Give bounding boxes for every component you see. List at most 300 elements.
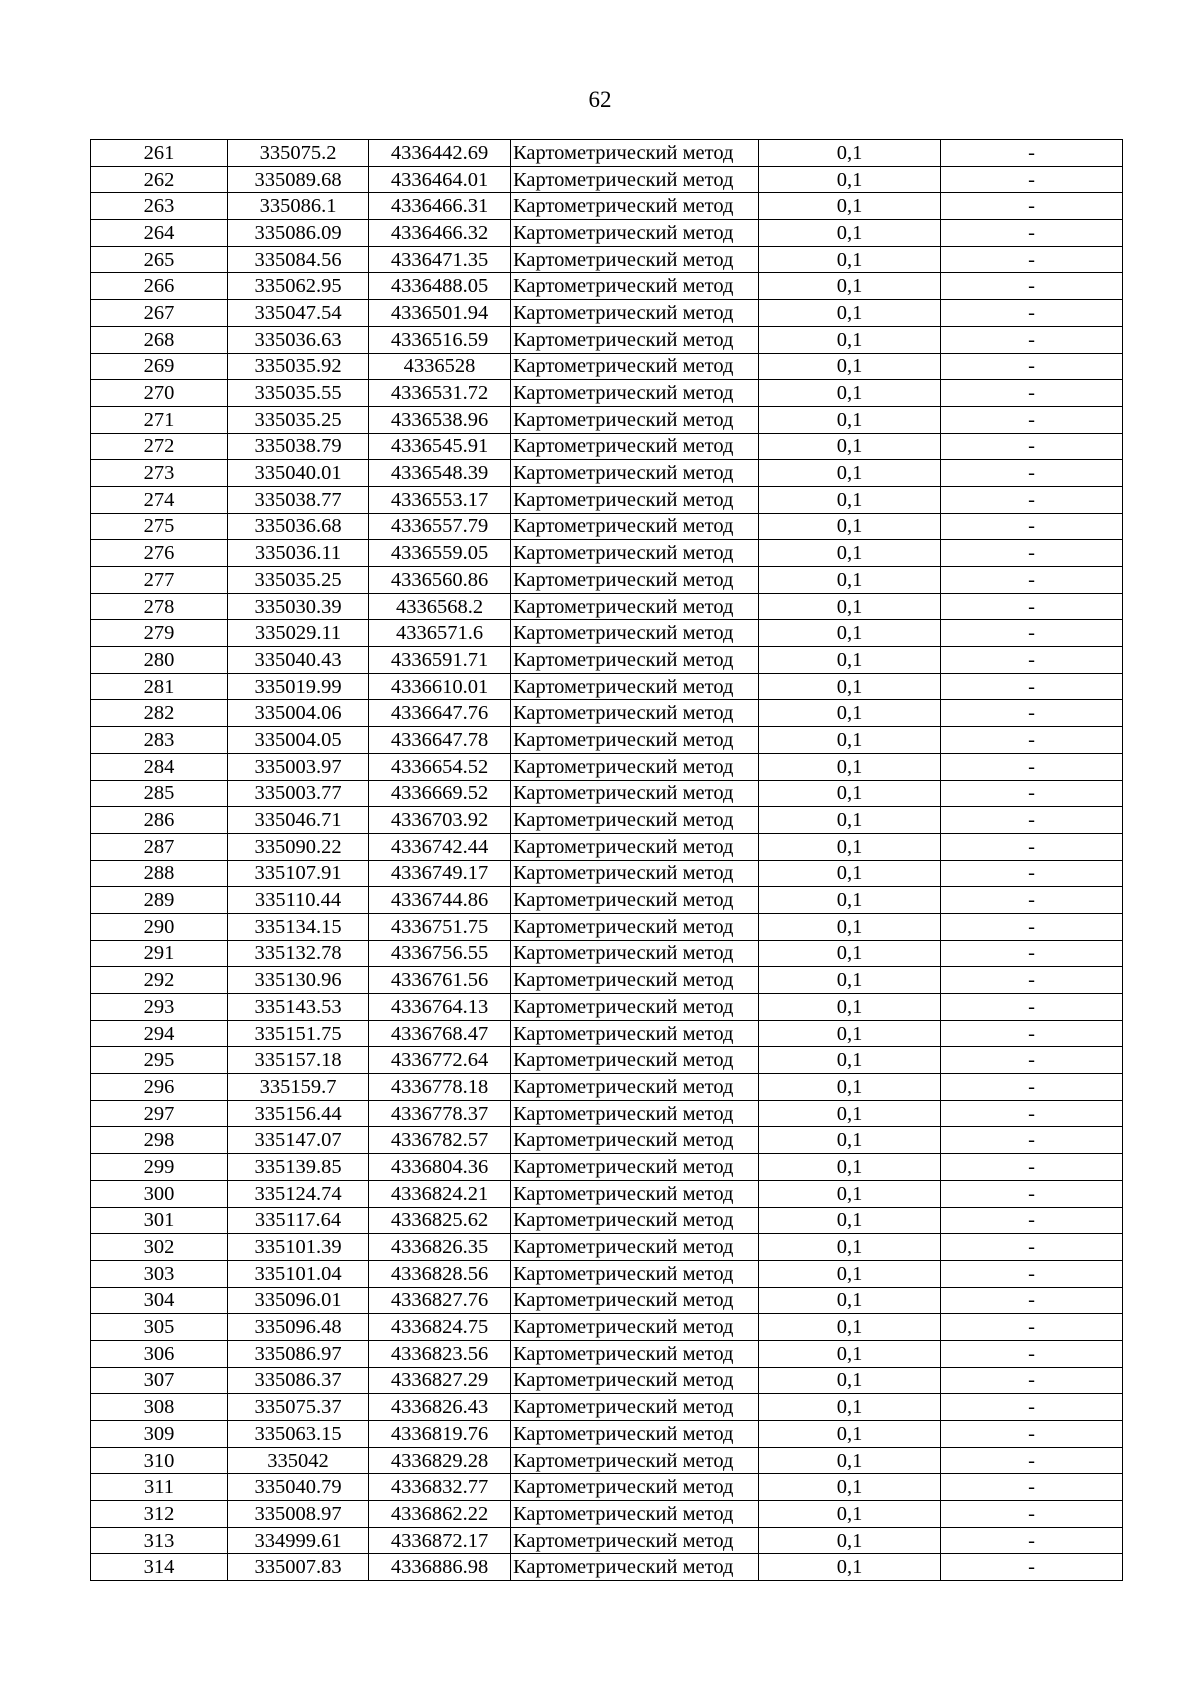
table-row (91, 326, 1123, 353)
method-cell: Картометрический метод (511, 300, 759, 327)
table-row (91, 1340, 1123, 1367)
method-cell: Картометрический метод (511, 727, 759, 754)
table-row (91, 567, 1123, 594)
point-number-cell: 310 (91, 1447, 228, 1474)
x-coordinate-cell: 335086.09 (228, 220, 369, 247)
note-cell: - (941, 486, 1123, 513)
point-number-cell: 313 (91, 1527, 228, 1554)
method-cell: Картометрический метод (511, 140, 759, 167)
accuracy-cell: 0,1 (759, 994, 941, 1021)
point-number-cell: 294 (91, 1020, 228, 1047)
y-coordinate-cell: 4336531.72 (369, 380, 511, 407)
table-row (91, 1474, 1123, 1501)
table-row (91, 540, 1123, 567)
point-number-cell: 270 (91, 380, 228, 407)
note-cell: - (941, 1234, 1123, 1261)
point-number-cell: 276 (91, 540, 228, 567)
y-coordinate-cell: 4336557.79 (369, 513, 511, 540)
note-cell: - (941, 807, 1123, 834)
accuracy-cell: 0,1 (759, 140, 941, 167)
y-coordinate-cell: 4336764.13 (369, 994, 511, 1021)
point-number-cell: 292 (91, 967, 228, 994)
y-coordinate-cell: 4336442.69 (369, 140, 511, 167)
coordinates-table-body (91, 140, 1123, 1581)
table-row (91, 166, 1123, 193)
note-cell: - (941, 887, 1123, 914)
y-coordinate-cell: 4336829.28 (369, 1447, 511, 1474)
method-cell: Картометрический метод (511, 166, 759, 193)
table-row (91, 1100, 1123, 1127)
point-number-cell: 307 (91, 1367, 228, 1394)
note-cell: - (941, 220, 1123, 247)
point-number-cell: 284 (91, 753, 228, 780)
point-number-cell: 293 (91, 994, 228, 1021)
note-cell: - (941, 1447, 1123, 1474)
y-coordinate-cell: 4336778.18 (369, 1074, 511, 1101)
method-cell: Картометрический метод (511, 913, 759, 940)
x-coordinate-cell: 335075.37 (228, 1394, 369, 1421)
method-cell: Картометрический метод (511, 1287, 759, 1314)
accuracy-cell: 0,1 (759, 833, 941, 860)
point-number-cell: 262 (91, 166, 228, 193)
table-row (91, 753, 1123, 780)
note-cell: - (941, 593, 1123, 620)
table-row (91, 460, 1123, 487)
point-number-cell: 296 (91, 1074, 228, 1101)
accuracy-cell: 0,1 (759, 220, 941, 247)
accuracy-cell: 0,1 (759, 700, 941, 727)
y-coordinate-cell: 4336768.47 (369, 1020, 511, 1047)
x-coordinate-cell: 335035.55 (228, 380, 369, 407)
table-row (91, 807, 1123, 834)
point-number-cell: 311 (91, 1474, 228, 1501)
x-coordinate-cell: 335040.79 (228, 1474, 369, 1501)
method-cell: Картометрический метод (511, 807, 759, 834)
point-number-cell: 275 (91, 513, 228, 540)
point-number-cell: 289 (91, 887, 228, 914)
x-coordinate-cell: 335007.83 (228, 1554, 369, 1581)
method-cell: Картометрический метод (511, 540, 759, 567)
table-row (91, 1234, 1123, 1261)
table-row (91, 353, 1123, 380)
x-coordinate-cell: 335090.22 (228, 833, 369, 860)
y-coordinate-cell: 4336610.01 (369, 673, 511, 700)
note-cell: - (941, 1367, 1123, 1394)
y-coordinate-cell: 4336744.86 (369, 887, 511, 914)
y-coordinate-cell: 4336823.56 (369, 1340, 511, 1367)
method-cell: Картометрический метод (511, 246, 759, 273)
note-cell: - (941, 940, 1123, 967)
note-cell: - (941, 1260, 1123, 1287)
note-cell: - (941, 780, 1123, 807)
y-coordinate-cell: 4336872.17 (369, 1527, 511, 1554)
table-row (91, 994, 1123, 1021)
point-number-cell: 304 (91, 1287, 228, 1314)
note-cell: - (941, 1474, 1123, 1501)
method-cell: Картометрический метод (511, 940, 759, 967)
x-coordinate-cell: 335086.37 (228, 1367, 369, 1394)
accuracy-cell: 0,1 (759, 406, 941, 433)
table-row (91, 593, 1123, 620)
table-row (91, 1047, 1123, 1074)
note-cell: - (941, 1554, 1123, 1581)
note-cell: - (941, 1394, 1123, 1421)
x-coordinate-cell: 335040.43 (228, 647, 369, 674)
accuracy-cell: 0,1 (759, 1234, 941, 1261)
page-number: 62 (588, 87, 612, 112)
method-cell: Картометрический метод (511, 1100, 759, 1127)
note-cell: - (941, 1074, 1123, 1101)
table-row (91, 833, 1123, 860)
note-cell: - (941, 1180, 1123, 1207)
table-row (91, 1554, 1123, 1581)
y-coordinate-cell: 4336591.71 (369, 647, 511, 674)
y-coordinate-cell: 4336827.29 (369, 1367, 511, 1394)
y-coordinate-cell: 4336571.6 (369, 620, 511, 647)
x-coordinate-cell: 335086.97 (228, 1340, 369, 1367)
x-coordinate-cell: 335038.79 (228, 433, 369, 460)
accuracy-cell: 0,1 (759, 273, 941, 300)
table-row (91, 246, 1123, 273)
method-cell: Картометрический метод (511, 967, 759, 994)
accuracy-cell: 0,1 (759, 913, 941, 940)
x-coordinate-cell: 335042 (228, 1447, 369, 1474)
point-number-cell: 302 (91, 1234, 228, 1261)
y-coordinate-cell: 4336772.64 (369, 1047, 511, 1074)
point-number-cell: 299 (91, 1154, 228, 1181)
x-coordinate-cell: 334999.61 (228, 1527, 369, 1554)
table-row (91, 780, 1123, 807)
note-cell: - (941, 380, 1123, 407)
method-cell: Картометрический метод (511, 620, 759, 647)
y-coordinate-cell: 4336545.91 (369, 433, 511, 460)
x-coordinate-cell: 335035.25 (228, 567, 369, 594)
x-coordinate-cell: 335143.53 (228, 994, 369, 1021)
method-cell: Картометрический метод (511, 994, 759, 1021)
note-cell: - (941, 1047, 1123, 1074)
note-cell: - (941, 246, 1123, 273)
point-number-cell: 303 (91, 1260, 228, 1287)
table-row (91, 1154, 1123, 1181)
table-row (91, 300, 1123, 327)
accuracy-cell: 0,1 (759, 1367, 941, 1394)
note-cell: - (941, 1421, 1123, 1448)
point-number-cell: 290 (91, 913, 228, 940)
method-cell: Картометрический метод (511, 567, 759, 594)
point-number-cell: 281 (91, 673, 228, 700)
table-row (91, 940, 1123, 967)
method-cell: Картометрический метод (511, 887, 759, 914)
x-coordinate-cell: 335110.44 (228, 887, 369, 914)
accuracy-cell: 0,1 (759, 1394, 941, 1421)
x-coordinate-cell: 335156.44 (228, 1100, 369, 1127)
note-cell: - (941, 727, 1123, 754)
method-cell: Картометрический метод (511, 1447, 759, 1474)
method-cell: Картометрический метод (511, 1020, 759, 1047)
table-row (91, 1074, 1123, 1101)
y-coordinate-cell: 4336647.76 (369, 700, 511, 727)
x-coordinate-cell: 335062.95 (228, 273, 369, 300)
method-cell: Картометрический метод (511, 647, 759, 674)
note-cell: - (941, 140, 1123, 167)
accuracy-cell: 0,1 (759, 887, 941, 914)
method-cell: Картометрический метод (511, 406, 759, 433)
point-number-cell: 295 (91, 1047, 228, 1074)
point-number-cell: 278 (91, 593, 228, 620)
table-row (91, 140, 1123, 167)
point-number-cell: 279 (91, 620, 228, 647)
accuracy-cell: 0,1 (759, 967, 941, 994)
note-cell: - (941, 1207, 1123, 1234)
accuracy-cell: 0,1 (759, 1207, 941, 1234)
table-row (91, 1447, 1123, 1474)
method-cell: Картометрический метод (511, 1474, 759, 1501)
accuracy-cell: 0,1 (759, 593, 941, 620)
method-cell: Картометрический метод (511, 673, 759, 700)
table-row (91, 220, 1123, 247)
accuracy-cell: 0,1 (759, 1180, 941, 1207)
accuracy-cell: 0,1 (759, 353, 941, 380)
y-coordinate-cell: 4336703.92 (369, 807, 511, 834)
y-coordinate-cell: 4336824.75 (369, 1314, 511, 1341)
note-cell: - (941, 620, 1123, 647)
x-coordinate-cell: 335101.04 (228, 1260, 369, 1287)
y-coordinate-cell: 4336548.39 (369, 460, 511, 487)
table-row (91, 1287, 1123, 1314)
x-coordinate-cell: 335036.68 (228, 513, 369, 540)
note-cell: - (941, 833, 1123, 860)
accuracy-cell: 0,1 (759, 1474, 941, 1501)
accuracy-cell: 0,1 (759, 326, 941, 353)
x-coordinate-cell: 335003.77 (228, 780, 369, 807)
y-coordinate-cell: 4336528 (369, 353, 511, 380)
accuracy-cell: 0,1 (759, 433, 941, 460)
y-coordinate-cell: 4336804.36 (369, 1154, 511, 1181)
accuracy-cell: 0,1 (759, 380, 941, 407)
accuracy-cell: 0,1 (759, 567, 941, 594)
method-cell: Картометрический метод (511, 433, 759, 460)
y-coordinate-cell: 4336488.05 (369, 273, 511, 300)
note-cell: - (941, 273, 1123, 300)
accuracy-cell: 0,1 (759, 1287, 941, 1314)
x-coordinate-cell: 335151.75 (228, 1020, 369, 1047)
method-cell: Картометрический метод (511, 1234, 759, 1261)
accuracy-cell: 0,1 (759, 940, 941, 967)
point-number-cell: 265 (91, 246, 228, 273)
table-row (91, 700, 1123, 727)
method-cell: Картометрический метод (511, 353, 759, 380)
point-number-cell: 269 (91, 353, 228, 380)
point-number-cell: 287 (91, 833, 228, 860)
note-cell: - (941, 967, 1123, 994)
method-cell: Картометрический метод (511, 1554, 759, 1581)
y-coordinate-cell: 4336654.52 (369, 753, 511, 780)
y-coordinate-cell: 4336501.94 (369, 300, 511, 327)
accuracy-cell: 0,1 (759, 1527, 941, 1554)
x-coordinate-cell: 335089.68 (228, 166, 369, 193)
method-cell: Картометрический метод (511, 700, 759, 727)
accuracy-cell: 0,1 (759, 1047, 941, 1074)
method-cell: Картометрический метод (511, 326, 759, 353)
table-row (91, 513, 1123, 540)
method-cell: Картометрический метод (511, 193, 759, 220)
accuracy-cell: 0,1 (759, 1260, 941, 1287)
point-number-cell: 268 (91, 326, 228, 353)
y-coordinate-cell: 4336742.44 (369, 833, 511, 860)
y-coordinate-cell: 4336782.57 (369, 1127, 511, 1154)
method-cell: Картометрический метод (511, 1154, 759, 1181)
note-cell: - (941, 1527, 1123, 1554)
table-row (91, 1180, 1123, 1207)
table-row (91, 1367, 1123, 1394)
accuracy-cell: 0,1 (759, 513, 941, 540)
point-number-cell: 277 (91, 567, 228, 594)
note-cell: - (941, 540, 1123, 567)
note-cell: - (941, 1020, 1123, 1047)
method-cell: Картометрический метод (511, 1127, 759, 1154)
point-number-cell: 263 (91, 193, 228, 220)
x-coordinate-cell: 335003.97 (228, 753, 369, 780)
y-coordinate-cell: 4336553.17 (369, 486, 511, 513)
note-cell: - (941, 567, 1123, 594)
y-coordinate-cell: 4336751.75 (369, 913, 511, 940)
point-number-cell: 298 (91, 1127, 228, 1154)
y-coordinate-cell: 4336828.56 (369, 1260, 511, 1287)
table-row (91, 1421, 1123, 1448)
x-coordinate-cell: 335134.15 (228, 913, 369, 940)
x-coordinate-cell: 335157.18 (228, 1047, 369, 1074)
point-number-cell: 286 (91, 807, 228, 834)
x-coordinate-cell: 335147.07 (228, 1127, 369, 1154)
point-number-cell: 264 (91, 220, 228, 247)
x-coordinate-cell: 335124.74 (228, 1180, 369, 1207)
y-coordinate-cell: 4336749.17 (369, 860, 511, 887)
x-coordinate-cell: 335096.48 (228, 1314, 369, 1341)
note-cell: - (941, 860, 1123, 887)
y-coordinate-cell: 4336669.52 (369, 780, 511, 807)
point-number-cell: 306 (91, 1340, 228, 1367)
y-coordinate-cell: 4336826.35 (369, 1234, 511, 1261)
table-row (91, 486, 1123, 513)
table-row (91, 1314, 1123, 1341)
table-row (91, 1527, 1123, 1554)
note-cell: - (941, 700, 1123, 727)
y-coordinate-cell: 4336761.56 (369, 967, 511, 994)
x-coordinate-cell: 335036.11 (228, 540, 369, 567)
method-cell: Картометрический метод (511, 220, 759, 247)
method-cell: Картометрический метод (511, 780, 759, 807)
x-coordinate-cell: 335019.99 (228, 673, 369, 700)
coordinates-table (90, 139, 1123, 1581)
accuracy-cell: 0,1 (759, 1100, 941, 1127)
x-coordinate-cell: 335046.71 (228, 807, 369, 834)
accuracy-cell: 0,1 (759, 647, 941, 674)
point-number-cell: 297 (91, 1100, 228, 1127)
accuracy-cell: 0,1 (759, 620, 941, 647)
y-coordinate-cell: 4336827.76 (369, 1287, 511, 1314)
method-cell: Картометрический метод (511, 1180, 759, 1207)
method-cell: Картометрический метод (511, 380, 759, 407)
note-cell: - (941, 1314, 1123, 1341)
point-number-cell: 273 (91, 460, 228, 487)
note-cell: - (941, 673, 1123, 700)
point-number-cell: 261 (91, 140, 228, 167)
note-cell: - (941, 1100, 1123, 1127)
method-cell: Картометрический метод (511, 1394, 759, 1421)
method-cell: Картометрический метод (511, 460, 759, 487)
method-cell: Картометрический метод (511, 1260, 759, 1287)
y-coordinate-cell: 4336466.31 (369, 193, 511, 220)
y-coordinate-cell: 4336832.77 (369, 1474, 511, 1501)
table-row (91, 620, 1123, 647)
x-coordinate-cell: 335063.15 (228, 1421, 369, 1448)
accuracy-cell: 0,1 (759, 1154, 941, 1181)
y-coordinate-cell: 4336756.55 (369, 940, 511, 967)
y-coordinate-cell: 4336886.98 (369, 1554, 511, 1581)
point-number-cell: 283 (91, 727, 228, 754)
accuracy-cell: 0,1 (759, 540, 941, 567)
accuracy-cell: 0,1 (759, 1020, 941, 1047)
x-coordinate-cell: 335117.64 (228, 1207, 369, 1234)
note-cell: - (941, 353, 1123, 380)
accuracy-cell: 0,1 (759, 1340, 941, 1367)
accuracy-cell: 0,1 (759, 780, 941, 807)
x-coordinate-cell: 335159.7 (228, 1074, 369, 1101)
y-coordinate-cell: 4336647.78 (369, 727, 511, 754)
point-number-cell: 272 (91, 433, 228, 460)
x-coordinate-cell: 335004.06 (228, 700, 369, 727)
note-cell: - (941, 433, 1123, 460)
method-cell: Картометрический метод (511, 1340, 759, 1367)
x-coordinate-cell: 335008.97 (228, 1501, 369, 1528)
x-coordinate-cell: 335075.2 (228, 140, 369, 167)
note-cell: - (941, 753, 1123, 780)
accuracy-cell: 0,1 (759, 860, 941, 887)
point-number-cell: 267 (91, 300, 228, 327)
x-coordinate-cell: 335130.96 (228, 967, 369, 994)
point-number-cell: 309 (91, 1421, 228, 1448)
accuracy-cell: 0,1 (759, 1074, 941, 1101)
x-coordinate-cell: 335040.01 (228, 460, 369, 487)
table-row (91, 673, 1123, 700)
table-row (91, 1260, 1123, 1287)
method-cell: Картометрический метод (511, 486, 759, 513)
y-coordinate-cell: 4336471.35 (369, 246, 511, 273)
point-number-cell: 271 (91, 406, 228, 433)
accuracy-cell: 0,1 (759, 1421, 941, 1448)
point-number-cell: 291 (91, 940, 228, 967)
method-cell: Картометрический метод (511, 1207, 759, 1234)
method-cell: Картометрический метод (511, 833, 759, 860)
note-cell: - (941, 994, 1123, 1021)
x-coordinate-cell: 335107.91 (228, 860, 369, 887)
x-coordinate-cell: 335030.39 (228, 593, 369, 620)
accuracy-cell: 0,1 (759, 193, 941, 220)
table-row (91, 380, 1123, 407)
table-row (91, 1501, 1123, 1528)
note-cell: - (941, 1287, 1123, 1314)
point-number-cell: 285 (91, 780, 228, 807)
accuracy-cell: 0,1 (759, 1554, 941, 1581)
note-cell: - (941, 913, 1123, 940)
method-cell: Картометрический метод (511, 593, 759, 620)
note-cell: - (941, 300, 1123, 327)
note-cell: - (941, 326, 1123, 353)
point-number-cell: 305 (91, 1314, 228, 1341)
note-cell: - (941, 1501, 1123, 1528)
note-cell: - (941, 1154, 1123, 1181)
note-cell: - (941, 1340, 1123, 1367)
